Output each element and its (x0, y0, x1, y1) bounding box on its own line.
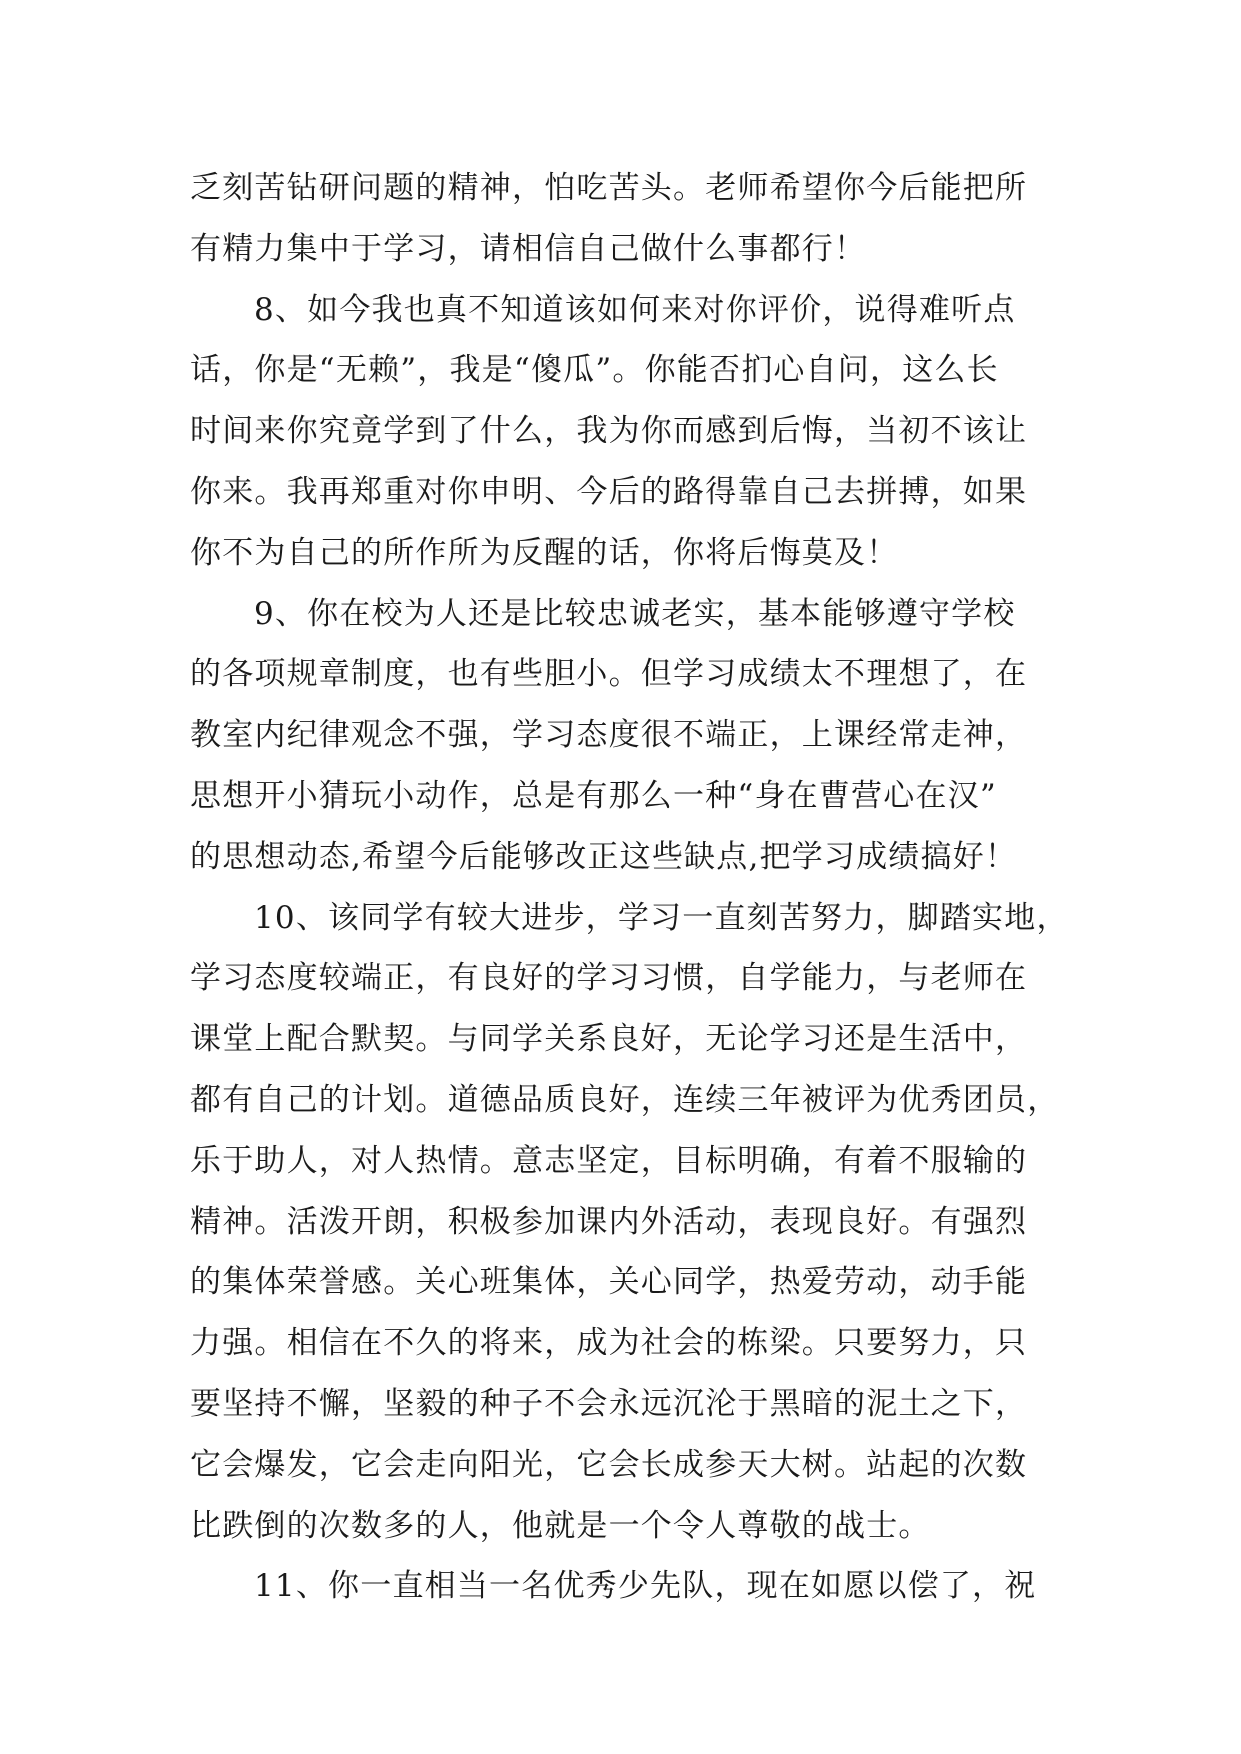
text-line: 力强。相信在不久的将来，成为社会的栋梁。只要努力，只 (190, 1325, 1028, 1362)
text-line: 课堂上配合默契。与同学关系良好，无论学习还是生活中， (190, 1021, 1028, 1058)
text-line: 学习态度较端正，有良好的学习习惯，自学能力，与老师在 (190, 960, 1028, 997)
text-line: 的思想动态,希望今后能够改正这些缺点,把学习成绩搞好！ (190, 838, 1018, 875)
document-body (190, 158, 1069, 1617)
text-line: 时间来你究竟学到了什么，我为你而感到后悔，当初不该让 (190, 413, 1028, 450)
text-line: 有精力集中于学习，请相信自己做什么事都行！ (190, 230, 867, 267)
paragraph-8-first-line: 8、如今我也真不知道该如何来对你评价，说得难听点 (254, 291, 1016, 328)
paragraph-11-first-line: 11、你一直相当一名优秀少先队，现在如愿以偿了，祝 (254, 1568, 1037, 1605)
text-line: 乐于助人，对人热情。意志坚定，目标明确，有着不服输的 (190, 1142, 1028, 1179)
text-line: 你不为自己的所作所为反醒的话，你将后悔莫及！ (190, 534, 899, 571)
text-line: 都有自己的计划。道德品质良好，连续三年被评为优秀团员， (190, 1081, 1060, 1118)
text-line: 的集体荣誉感。关心班集体，关心同学，热爱劳动，动手能 (190, 1264, 1028, 1301)
text-line: 思想开小猜玩小动作，总是有那么一种“身在曹营心在汉” (190, 777, 997, 814)
paragraph-10-first-line: 10、该同学有较大进步，学习一直刻苦努力，脚踏实地， (254, 899, 1069, 936)
text-line: 乏刻苦钻研问题的精神，怕吃苦头。老师希望你今后能把所 (190, 170, 1028, 206)
text-line: 你来。我再郑重对你申明、今后的路得靠自己去拼搏，如果 (190, 473, 1028, 510)
text-line: 精神。活泼开朗，积极参加课内外活动，表现良好。有强烈 (190, 1203, 1028, 1240)
paragraph-9-first-line: 9、你在校为人还是比较忠诚老实，基本能够遵守学校 (254, 595, 1016, 632)
text-line: 比跌倒的次数多的人，他就是一个令人尊敬的战士。 (190, 1507, 931, 1544)
text-line: 教室内纪律观念不强，学习态度很不端正，上课经常走神， (190, 717, 1028, 754)
text-line: 话，你是“无赖”，我是“傻瓜”。你能否扪心自问，这么长 (190, 352, 999, 389)
text-line: 它会爆发，它会走向阳光，它会长成参天大树。站起的次数 (190, 1446, 1028, 1483)
text-line: 的各项规章制度，也有些胆小。但学习成绩太不理想了，在 (190, 656, 1028, 693)
text-line: 要坚持不懈，坚毅的种子不会永远沉沦于黑暗的泥土之下， (190, 1385, 1028, 1422)
